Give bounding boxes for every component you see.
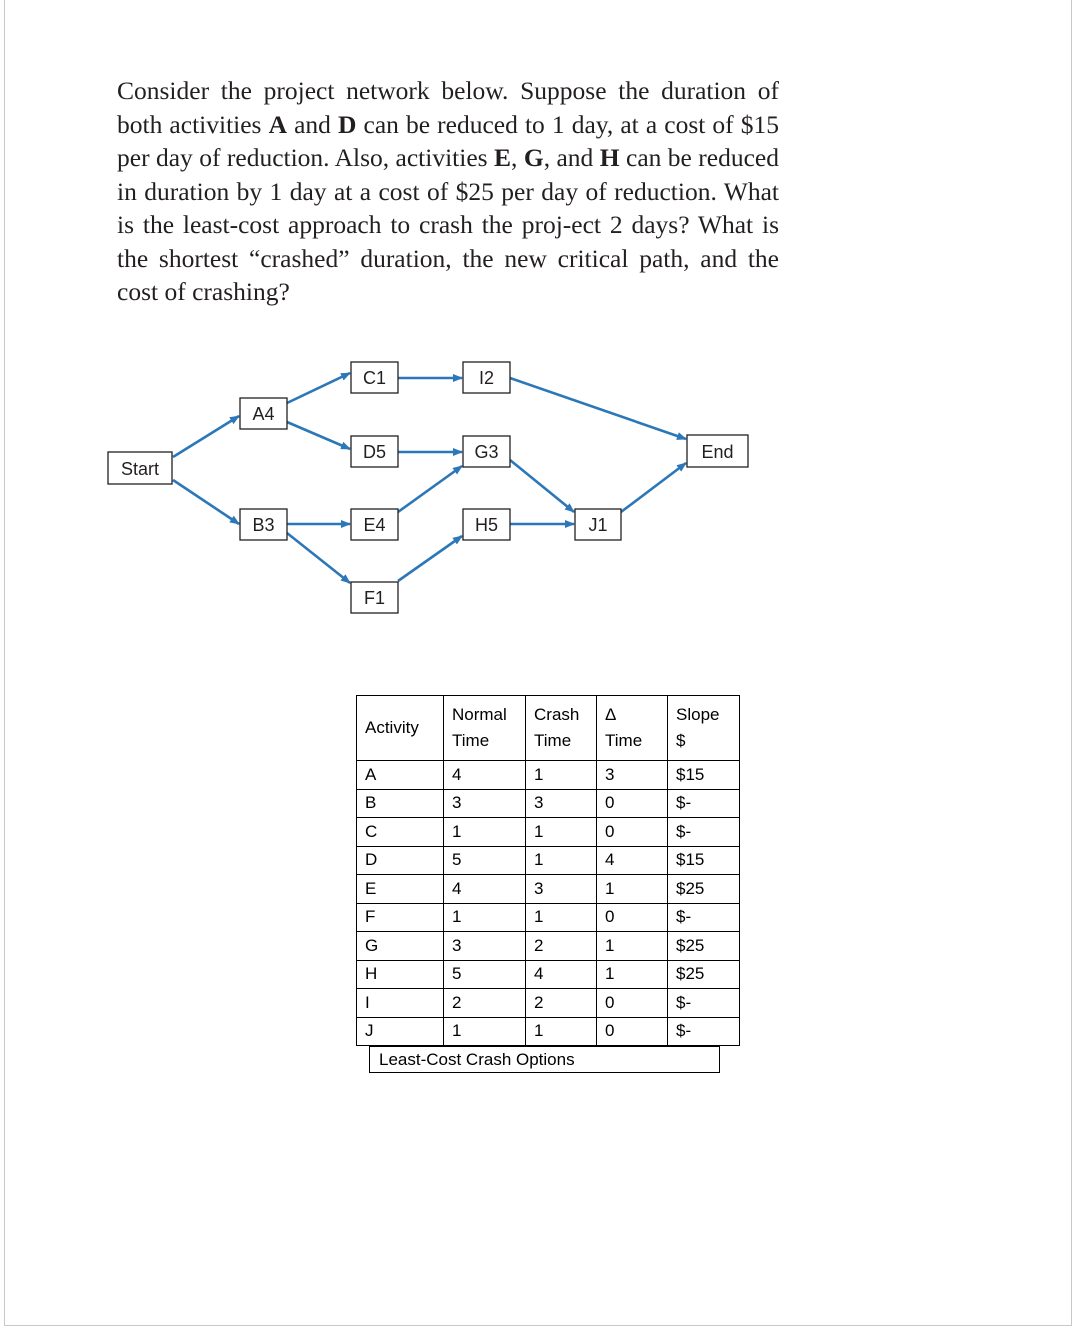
node-start bbox=[108, 452, 172, 484]
activity-d-ref: D bbox=[338, 109, 357, 139]
cell-slope: $25 bbox=[668, 960, 740, 989]
cell-delta: 1 bbox=[597, 875, 668, 904]
cell-crash: 1 bbox=[526, 818, 597, 847]
node-end-label: End bbox=[701, 442, 734, 462]
table-caption: Least-Cost Crash Options bbox=[369, 1046, 720, 1073]
node-end bbox=[687, 435, 748, 467]
node-a bbox=[240, 398, 287, 429]
cell-slope: $25 bbox=[668, 875, 740, 904]
table-header-row bbox=[357, 696, 740, 761]
cell-normal: 5 bbox=[444, 960, 526, 989]
activity-e-ref: E bbox=[494, 143, 512, 172]
node-c-label: C1 bbox=[362, 368, 387, 388]
cell-normal: 2 bbox=[444, 989, 526, 1018]
cell-activity: D bbox=[357, 846, 444, 875]
node-h-label: H5 bbox=[474, 515, 499, 535]
cell-activity: J bbox=[357, 1017, 444, 1046]
node-start-label: Start bbox=[120, 459, 160, 479]
cell-crash: 1 bbox=[526, 1017, 597, 1046]
table-row bbox=[357, 789, 740, 818]
activity-g-ref: G bbox=[523, 143, 544, 172]
node-a-label: A4 bbox=[252, 404, 275, 424]
node-g bbox=[463, 436, 510, 467]
cell-activity: A bbox=[357, 761, 444, 790]
header-activity: Activity bbox=[357, 696, 444, 761]
cell-delta: 0 bbox=[597, 789, 668, 818]
edge-e-g bbox=[398, 466, 462, 512]
cell-delta: 0 bbox=[597, 903, 668, 932]
cell-crash: 1 bbox=[526, 903, 597, 932]
cell-crash: 2 bbox=[526, 932, 597, 961]
table-row bbox=[357, 875, 740, 904]
cell-normal: 3 bbox=[444, 789, 526, 818]
cell-delta: 3 bbox=[597, 761, 668, 790]
node-b-label: B3 bbox=[252, 515, 275, 535]
activity-h-ref: H bbox=[599, 143, 620, 172]
edge-a-d bbox=[287, 422, 350, 449]
cell-slope: $- bbox=[668, 1017, 740, 1046]
node-i bbox=[463, 362, 510, 393]
header-normal-time: Normal Time bbox=[444, 696, 526, 761]
table-row bbox=[357, 846, 740, 875]
cell-activity: C bbox=[357, 818, 444, 847]
table-row bbox=[357, 761, 740, 790]
cell-normal: 1 bbox=[444, 1017, 526, 1046]
node-e-label: E4 bbox=[363, 515, 386, 535]
node-d-label: D5 bbox=[362, 442, 387, 462]
node-h bbox=[463, 509, 510, 540]
table-row bbox=[357, 1017, 740, 1046]
header-slope: Slope $ bbox=[668, 696, 740, 761]
cell-activity: H bbox=[357, 960, 444, 989]
edge-g-j bbox=[510, 460, 574, 512]
cell-normal: 4 bbox=[444, 761, 526, 790]
activity-a-ref: A bbox=[268, 109, 287, 139]
cell-normal: 5 bbox=[444, 846, 526, 875]
cell-crash: 2 bbox=[526, 989, 597, 1018]
cell-activity: I bbox=[357, 989, 444, 1018]
cell-crash: 1 bbox=[526, 761, 597, 790]
edge-start-b bbox=[173, 480, 239, 524]
project-network-diagram bbox=[0, 340, 1080, 630]
edge-j-end bbox=[621, 463, 686, 512]
cell-activity: E bbox=[357, 875, 444, 904]
cell-delta: 1 bbox=[597, 960, 668, 989]
cell-slope: $- bbox=[668, 989, 740, 1018]
edge-f-h bbox=[398, 536, 462, 581]
cell-crash: 4 bbox=[526, 960, 597, 989]
cell-normal: 1 bbox=[444, 818, 526, 847]
cell-slope: $- bbox=[668, 818, 740, 847]
table-row bbox=[357, 989, 740, 1018]
header-delta-time: Δ Time bbox=[597, 696, 668, 761]
cell-slope: $15 bbox=[668, 846, 740, 875]
node-j bbox=[575, 509, 621, 540]
table-row bbox=[357, 818, 740, 847]
node-f bbox=[351, 582, 398, 613]
node-g-label: G3 bbox=[474, 442, 499, 462]
node-j-label: J1 bbox=[588, 515, 608, 535]
node-c bbox=[351, 362, 398, 393]
cell-activity: B bbox=[357, 789, 444, 818]
cell-normal: 1 bbox=[444, 903, 526, 932]
node-e bbox=[351, 509, 398, 540]
edge-a-c bbox=[287, 373, 350, 403]
node-b bbox=[240, 509, 287, 540]
cell-normal: 4 bbox=[444, 875, 526, 904]
cell-delta: 0 bbox=[597, 989, 668, 1018]
header-crash-time: Crash Time bbox=[526, 696, 597, 761]
cell-slope: $15 bbox=[668, 761, 740, 790]
node-i-label: I2 bbox=[478, 368, 495, 388]
crash-options-table bbox=[356, 695, 740, 1046]
cell-activity: G bbox=[357, 932, 444, 961]
node-d bbox=[351, 436, 398, 467]
edge-i-end bbox=[510, 378, 686, 439]
cell-slope: $25 bbox=[668, 932, 740, 961]
table-row bbox=[357, 903, 740, 932]
cell-crash: 3 bbox=[526, 789, 597, 818]
cell-crash: 1 bbox=[526, 846, 597, 875]
table-row bbox=[357, 932, 740, 961]
cell-activity: F bbox=[357, 903, 444, 932]
cell-crash: 3 bbox=[526, 875, 597, 904]
cell-delta: 0 bbox=[597, 818, 668, 847]
cell-slope: $- bbox=[668, 789, 740, 818]
cell-delta: 1 bbox=[597, 932, 668, 961]
node-f-label: F1 bbox=[363, 588, 386, 608]
cell-normal: 3 bbox=[444, 932, 526, 961]
question-text: Consider the project network below. Suppose the duration of both activities A and D can be reduced to 1 day, at a cost of $15 per day of reduction. Also, activities E, G, and H can be reduced in duration by 1 day at a cost of $25 per day of reduction. What is the least-cost approach to crash the proj-ect 2 days? What is the shortest “crashed” duration, the new critical path, and the cost of crashing? bbox=[117, 76, 780, 306]
table-row bbox=[357, 960, 740, 989]
edge-b-f bbox=[287, 533, 350, 583]
cell-delta: 0 bbox=[597, 1017, 668, 1046]
edge-start-a bbox=[173, 416, 239, 457]
cell-slope: $- bbox=[668, 903, 740, 932]
cell-delta: 4 bbox=[597, 846, 668, 875]
